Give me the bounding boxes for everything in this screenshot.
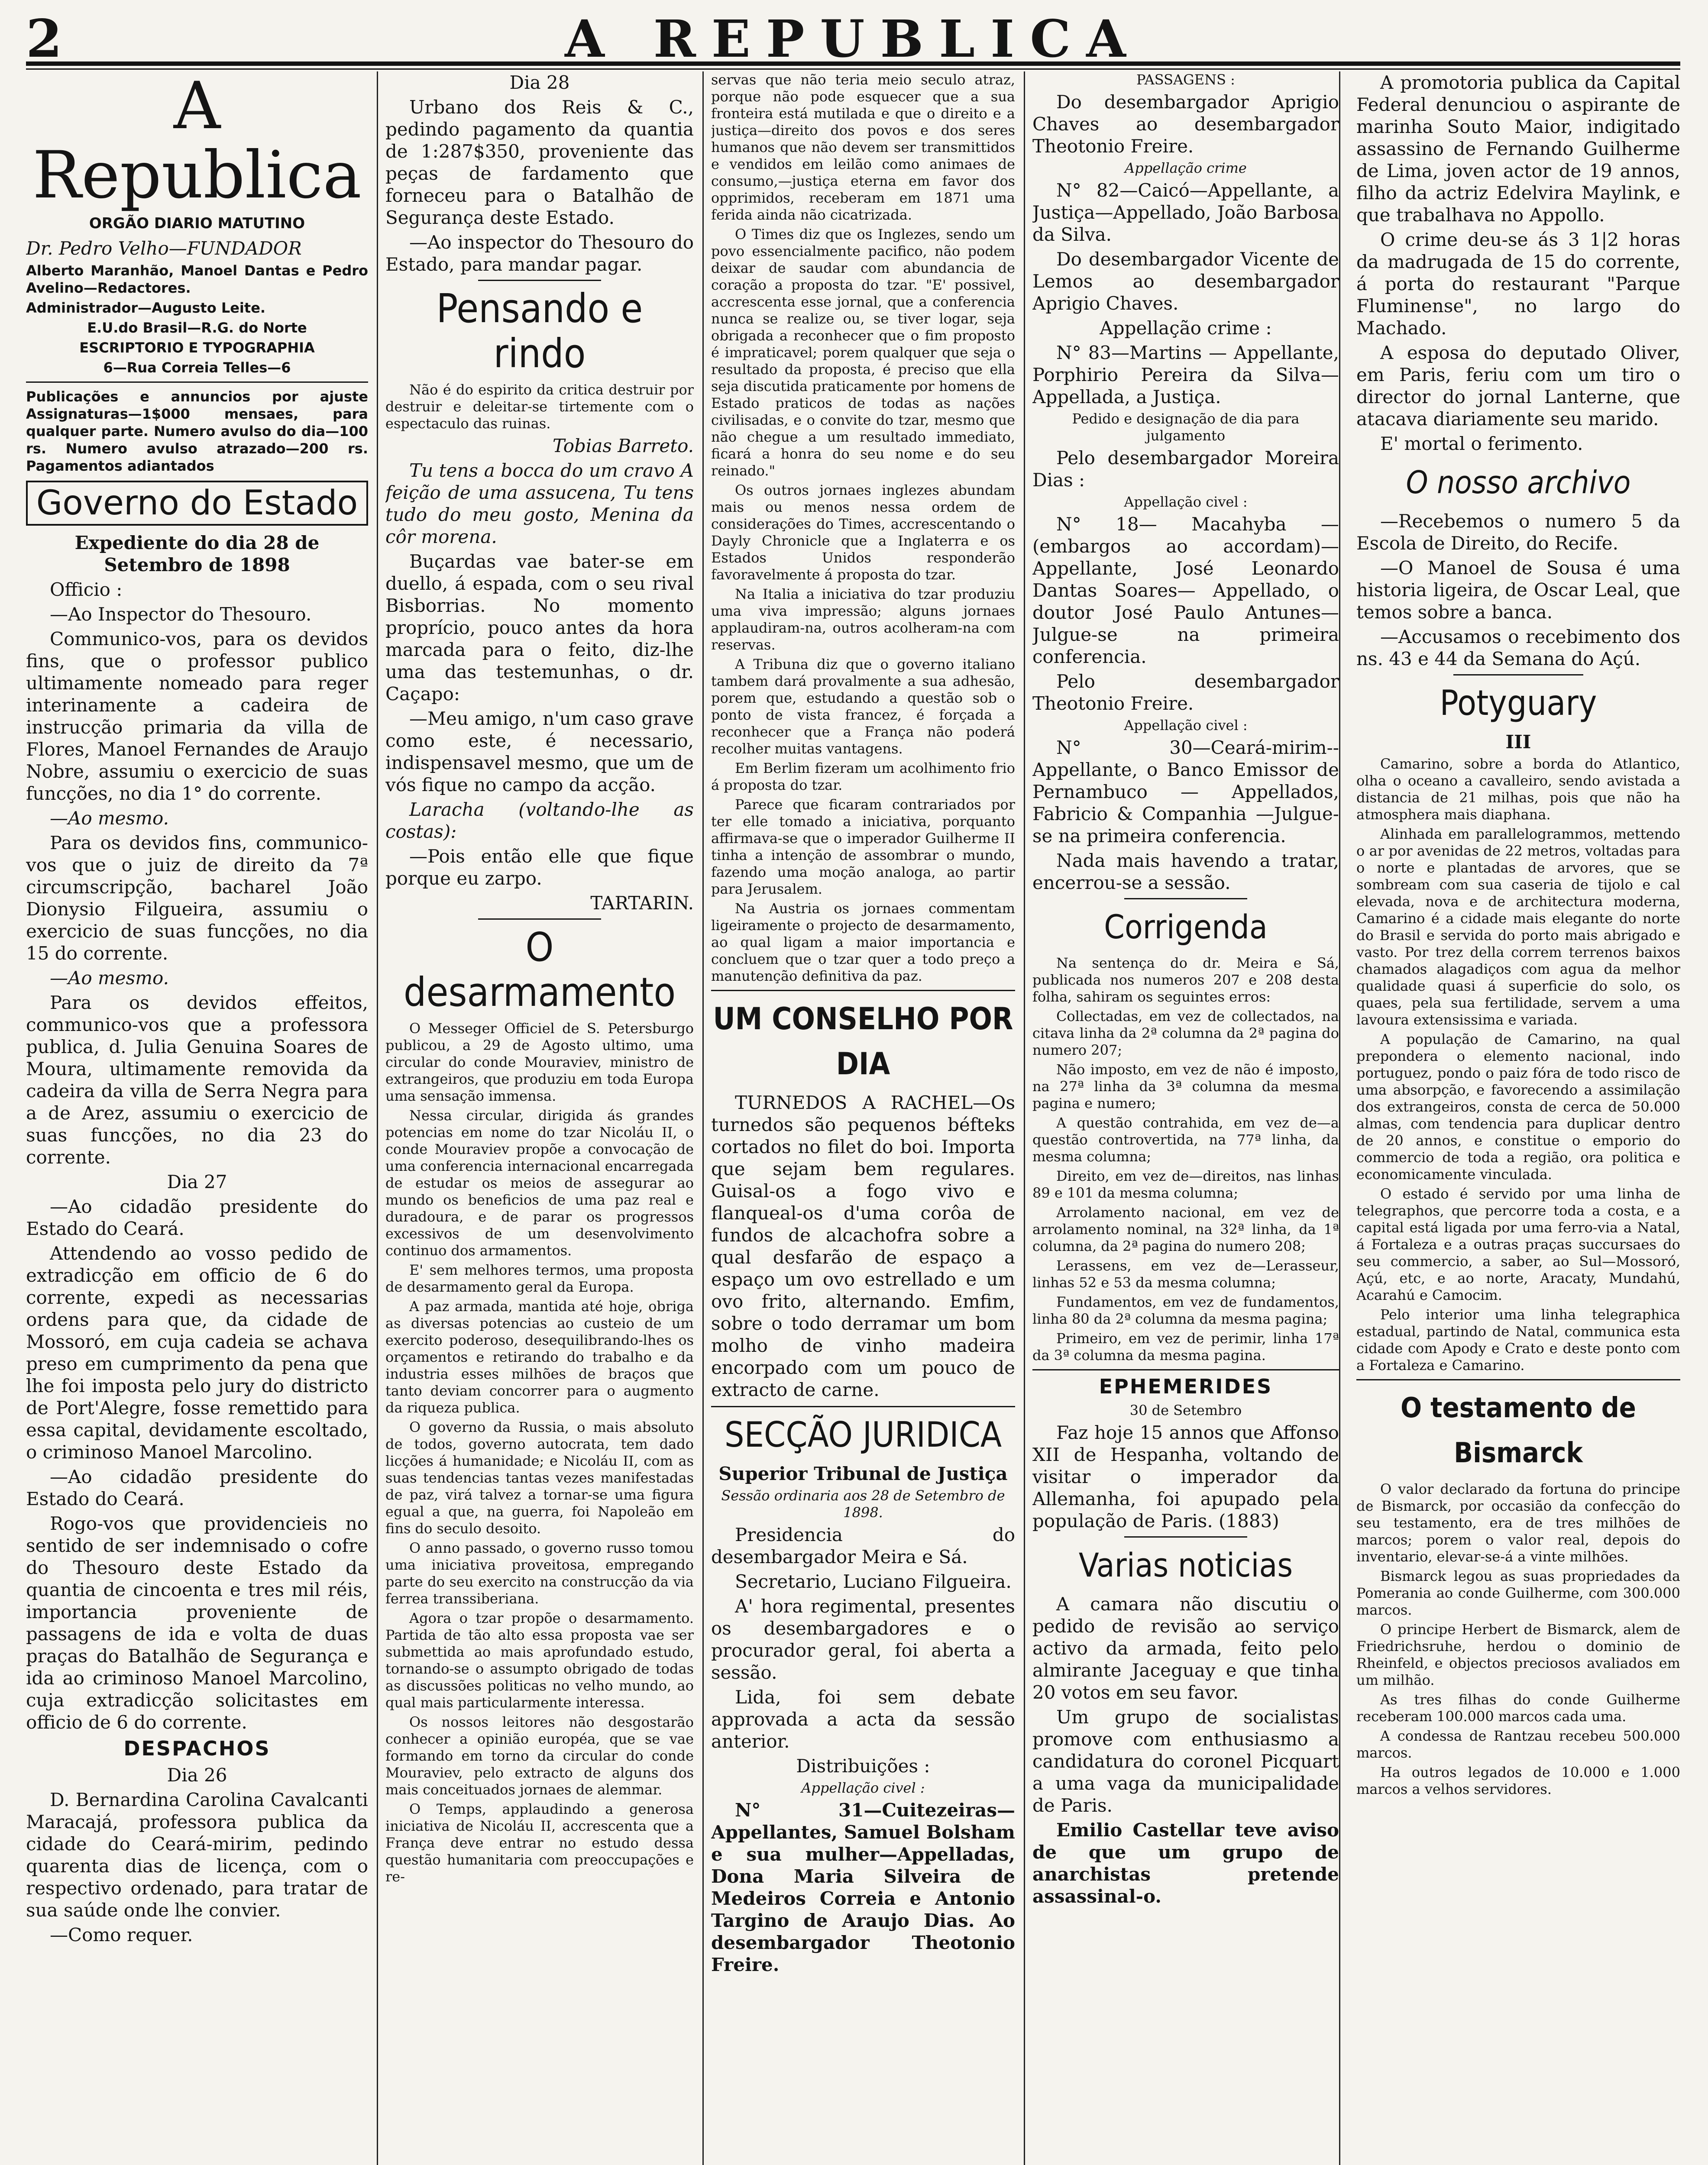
paragraph: Do desembargador Vicente de Lemos ao desembargador Aprigio Chaves. xyxy=(1032,249,1339,314)
paragraph: A esposa do deputado Oliver, em Paris, feriu com um tiro o director do jornal Lanterne, que atacava diariamente seu marido. xyxy=(1356,342,1680,430)
paragraph: —Pois então elle que fique porque eu zarpo. xyxy=(385,846,694,889)
column-2 xyxy=(385,71,694,2165)
paragraph: Laracha (voltando-lhe as costas): xyxy=(385,799,694,842)
date-heading: Dia 28 xyxy=(509,72,570,93)
paragraph: Primeiro, em vez de perimir, linha 17ª da 3ª columna da mesma pagina. xyxy=(1032,1330,1339,1364)
signature: TARTARIN. xyxy=(590,892,694,914)
section-heading: Potyguary xyxy=(1440,683,1597,723)
paragraph: A questão contrahida, em vez de—a questão controvertida, na 77ª linha, da mesma columna; xyxy=(1032,1115,1339,1165)
divider xyxy=(711,990,1015,991)
paragraph: O anno passado, o governo russo tomou uma iniciativa proveitosa, empregando parte do seu exercito na construcção da via ferrea transsiberiana. xyxy=(385,1540,694,1607)
editors-line: Alberto Maranhão, Manoel Dantas e Pedro Avelino—Redactores. xyxy=(26,262,368,296)
founder-line: Dr. Pedro Velho—FUNDADOR xyxy=(26,238,302,259)
paragraph: A camara não discutiu o pedido de revisão ao serviço activo da armada, feito pelo almirante Jaceguay e que tinha 20 votos em seu favor. xyxy=(1032,1593,1339,1703)
subheading: Sessão ordinaria aos 28 de Setembro de 1898. xyxy=(721,1487,1005,1521)
subheading: Distribuições : xyxy=(796,1755,930,1777)
column-1 xyxy=(26,71,368,2165)
paragraph: Urbano dos Reis & C., pedindo pagamento da quantia de 1:287$350, proveniente das peças de fardamento que forneceu para o Batalhão de Segurança deste Estado. xyxy=(385,97,694,228)
paper-title-block: A Republica xyxy=(32,71,362,213)
paragraph: —Ao cidadão presidente do Estado do Ceará. xyxy=(26,1196,368,1239)
paragraph: Secretario, Luciano Filgueira. xyxy=(735,1571,1012,1592)
paragraph: Attendendo ao vosso pedido de extradicção em officio de 6 do corrente, expedi as necessarias ordens para que, da cidade de Mossoró, em cuja cadeia se achava preso em cumprimento da pena que lhe foi imposta pelo jury do districto de Port'Alegre, fosse remettido para essa capital, devidamente escoltado, o criminoso Manoel Marcolino. xyxy=(26,1243,368,1463)
section-heading: SECÇÃO JURIDICA xyxy=(724,1415,1002,1455)
paragraph: Na sentença do dr. Meira e Sá, publicada nos numeros 207 e 208 desta folha, sahiram os seguintes erros: xyxy=(1032,955,1339,1005)
section-heading: O desarmamento xyxy=(403,924,676,1015)
paragraph: Pelo desembargador Theotonio Freire. xyxy=(1032,671,1339,714)
paragraph: Fundamentos, em vez de fundamentos, linha 80 da 2ª columna da mesma pagina; xyxy=(1032,1294,1339,1327)
paragraph: Camarino, sobre a borda do Atlantico, olha o oceano a cavalleiro, sendo avistada a distancia de 21 milhas, pois que não ha atmosphera mais diaphana. xyxy=(1356,756,1680,823)
subheading: Superior Tribunal de Justiça xyxy=(718,1463,1008,1484)
paragraph: Nada mais havendo a tratar, encerrou-se a sessão. xyxy=(1032,850,1339,893)
paragraph: Agora o tzar propõe o desarmamento. Partida de tão alto essa proposta vae ser submettida ao mais aprofundado estudo, tornando-se o assumpto obrigado de todas as discussões politicas no velho mundo, ao qual mais particularmente interessa. xyxy=(385,1610,694,1711)
paragraph: Bismarck legou as suas propriedades da Pomerania ao conde Guilherme, com 300.000 marcos. xyxy=(1356,1568,1680,1618)
paragraph: —Como requer. xyxy=(50,1924,193,1945)
divider xyxy=(26,381,368,383)
epigraph: Não é do espirito da critica destruir por destruir e deleitar-se tirtemente com o espectaculo das ruinas. xyxy=(385,381,694,432)
divider xyxy=(1453,674,1583,675)
section-heading: O nosso archivo xyxy=(1406,464,1631,501)
admin-line: Administrador—Augusto Leite. xyxy=(26,300,266,316)
paragraph: E' mortal o ferimento. xyxy=(1380,433,1583,454)
divider xyxy=(1124,1536,1247,1538)
divider xyxy=(1356,1379,1680,1380)
paragraph: Faz hoje 15 annos que Affonso XII de Hespanha, voltando de visitar o imperador da Allemanha, foi apupado pela população de Paris. (1883) xyxy=(1032,1422,1339,1532)
paragraph: Officio : xyxy=(50,579,123,600)
section-heading: UM CONSELHO POR DIA xyxy=(713,1001,1013,1082)
paragraph: —Ao inspector do Thesouro do Estado, para mandar pagar. xyxy=(385,232,694,275)
paragraph: Arrolamento nacional, em vez de arrolamento nominal, na 32ª linha, da 1ª columna, da 2ª pagina do numero 208; xyxy=(1032,1204,1339,1254)
verse: Tu tens a bocca do um cravo A feição de uma assucena, Tu tens tudo do meu gosto, Menina da côr morena. xyxy=(385,460,694,547)
date-heading: Dia 27 xyxy=(167,1171,227,1192)
subheading: Appellação crime xyxy=(1125,160,1247,176)
subheading: Appellação civel : xyxy=(1124,717,1248,734)
paragraph: O principe Herbert de Bismarck, alem de Friedrichsruhe, herdou o dominio de Rheinfeld, e objectos preciosos avaliados em um milhão. xyxy=(1356,1621,1680,1688)
paragraph: N° 18— Macahyba —(embargos ao accordam)—Appellante, José Leonardo Dantas Soares— Appellado, o doutor José Paulo Antunes—Julgue-se na primeira conferencia. xyxy=(1032,514,1339,667)
paragraph: Parece que ficaram contrariados por ter elle tomado a iniciativa, porquanto affirmava-se que o imperador Guilherme II tinha a intenção de assombrar o mundo, fazendo uma moção analoga, ao partir para Jerusalem. xyxy=(711,796,1015,897)
masthead-rule xyxy=(26,61,1680,70)
subheading: Appellação civel : xyxy=(801,1780,925,1796)
section-heading: EPHEMERIDES xyxy=(1099,1375,1273,1398)
paragraph: N° 83—Martins — Appellante, Porphirio Pereira da Silva— Appellada, a Justiça. xyxy=(1032,342,1339,407)
paragraph: O Times diz que os Inglezes, sendo um povo essencialmente pacifico, não podem deixar de saudar com abundancia de coração a proposta do tzar. "E' possivel, accrescenta esse jornal, que a conferencia nunca se realize ou, se tiver logar, seja obrigada a reconhecer que o fim proposto é impraticavel; porem qualquer que seja o resultado da proposta, é preciso que ella seja discutida praticamente por homens de Estado praticos de todas as nações civilisadas, e o convite do tzar, mesmo que não chegue a um resultado immediato, ficará a honra do seu nome e do seu reinado." xyxy=(711,226,1015,479)
paragraph: Direito, em vez de—direitos, nas linhas 89 e 101 da mesma columna; xyxy=(1032,1168,1339,1201)
address-line: 6—Rua Correia Telles—6 xyxy=(103,359,291,376)
paragraph: Em Berlim fizeram um acolhimento frio á proposta do tzar. xyxy=(711,760,1015,793)
paragraph: Para os devidos effeitos, communico-vos que a professora publica, d. Julia Genuina Soares de Moura, ultimamente removida da cadeira da villa de Serra Negra para a de Arez, assumiu o exercicio de suas funcções, no dia 23 do corrente. xyxy=(26,992,368,1168)
section-heading: O testamento de Bismarck xyxy=(1401,1392,1636,1469)
paragraph: Lerassens, em vez de—Lerasseur, linhas 52 e 53 da mesma columna; xyxy=(1032,1257,1339,1291)
section-heading: Pensando e rindo xyxy=(436,285,643,377)
section-heading: Governo do Estado xyxy=(26,481,368,526)
subheading: Appellação crime : xyxy=(1100,317,1272,339)
paragraph: N° 82—Caicó—Appellante, a Justiça—Appellado, João Barbosa da Silva. xyxy=(1032,180,1339,245)
organ-subtitle: ORGÃO DIARIO MATUTINO xyxy=(89,215,305,232)
address-line: ESCRIPTORIO E TYPOGRAPHIA xyxy=(79,339,315,356)
paragraph: —O Manoel de Sousa é uma historia ligeira, de Oscar Leal, que temos sobre a banca. xyxy=(1356,557,1680,623)
section-heading: DESPACHOS xyxy=(123,1737,271,1760)
paragraph: Nessa circular, dirigida ás grandes potencias em nome do tzar Nicoláu II, o conde Mouraviev propõe a convocação de uma conferencia internacional encarregada de estudar os meios de assegurar ao mundo os beneficios de uma paz real e duradoura, e de parar os progressos excessivos de um desenvolvimento continuo dos armamentos. xyxy=(385,1107,694,1259)
divider xyxy=(1124,898,1247,899)
paragraph: Não imposto, em vez de não é imposto, na 27ª linha da 3ª columna da mesma pagina e numero; xyxy=(1032,1061,1339,1112)
paragraph: —Ao mesmo. xyxy=(50,808,169,829)
paragraph: Na Austria os jornaes commentam ligeiramente o projecto de desarmamento, ao qual ligam a maior importancia e concluem que o tzar quer a todo preço a manutenção definitiva da paz. xyxy=(711,900,1015,984)
paragraph: D. Bernardina Carolina Cavalcanti Maracajá, professora publica da cidade do Ceará-mirim, pedindo quarenta dias de licença, com o respectivo ordenado, para tratar de sua saúde onde lhe convier. xyxy=(26,1789,368,1921)
divider xyxy=(478,918,602,920)
subheading: III xyxy=(1505,731,1531,753)
date-heading: Dia 26 xyxy=(167,1764,227,1786)
paragraph: O Messeger Officiel de S. Petersburgo publicou, a 29 de Agosto ultimo, uma circular do conde Mouraviev, ministro de extrangeiros, que produziu em toda Europa uma sensação immensa. xyxy=(385,1020,694,1104)
paragraph: E' sem melhores termos, uma proposta de desarmamento geral da Europa. xyxy=(385,1262,694,1295)
paragraph: —Recebemos o numero 5 da Escola de Direito, do Recife. xyxy=(1356,511,1680,554)
divider xyxy=(478,280,602,281)
paragraph: Collectadas, em vez de collectados, na citava linha da 2ª columna da 2ª pagina do numero 207; xyxy=(1032,1008,1339,1058)
paragraph: —Ao Inspector do Thesouro. xyxy=(50,604,312,625)
paragraph: —Accusamos o recebimento dos ns. 43 e 44 da Semana do Açú. xyxy=(1356,626,1680,669)
subheading: Expediente do dia 28 de Setembro de 1898 xyxy=(74,532,320,575)
paragraph: Para os devidos fins, communico-vos que o juiz de direito da 7ª circumscripção, bacharel João Dionysio Filgueira, assumiu o exercicio de suas funcções, no dia 15 do corrente. xyxy=(26,832,368,964)
paragraph: Lida, foi sem debate approvada a acta da sessão anterior. xyxy=(711,1687,1015,1752)
paragraph: A população de Camarino, na qual prepondera o elemento nacional, indo portuguez, pondo o paiz fóra de todo risco de uma absorpção, e favorecendo a assimilação dos extrangeiros, consta de cerca de 50.000 almas, com tendencia para duplicar dentro de 20 annos, e constitue o emporio do commercio de toda a região, ora politica e economicamente vinculada. xyxy=(1356,1031,1680,1183)
paragraph: Os nossos leitores não desgostarão conhecer a opinião européa, que se vae formando em torno da circular do conde Mouraviev, pelo extracto de alguns dos mais conceituados jornaes de alemmar. xyxy=(385,1714,694,1798)
column-4 xyxy=(1032,71,1339,2165)
paragraph: O Temps, applaudindo a generosa iniciativa de Nicoláu II, accrescenta que a França deve entrar no estudo dessa questão humanitaria com preoccupações e re- xyxy=(385,1801,694,1885)
paragraph: TURNEDOS A RACHEL—Os turnedos são pequenos béfteks cortados no filet do boi. Importa que sejam bem regulares. Guisal-os a fogo vivo e flanqueal-os d'uma corôa de fundos de alcachofra sobre a qual desfarão de espaço a espaço um ovo estrellado e um ovo frito, alternando. Emfim, sobre o todo derramar um bom molho de vinho madeira encorpado com um pouco de extracto de carne. xyxy=(711,1092,1015,1400)
epigraph-author: Tobias Barreto. xyxy=(553,435,694,456)
paragraph: A condessa de Rantzau recebeu 500.000 marcos. xyxy=(1356,1728,1680,1761)
divider xyxy=(1032,1369,1339,1370)
paragraph: O valor declarado da fortuna do principe de Bismarck, por occasião da confecção do seu testamento, era de tres milhões de marcos; porem o valor real, depois do inventario, elevar-se-á a vinte milhões. xyxy=(1356,1481,1680,1565)
paragraph: Rogo-vos que providencieis no sentido de ser indemnisado o cofre do Thesouro deste Estado da quantia de cincoenta e tres mil réis, importancia proveniente de passagens de ida e volta de duas praças do Batalhão de Segurança e ida ao criminoso Manoel Marcolino, cuja extradicção solicitastes em officio de 6 do corrente. xyxy=(26,1513,368,1733)
paragraph: Communico-vos, para os devidos fins, que o professor publico ultimamente nomeado para reger interinamente a cadeira de instrucção primaria da villa de Flores, Manoel Fernandes de Araujo Nobre, assumiu o exercicio de suas funcções, no dia 1° do corrente. xyxy=(26,628,368,804)
page-columns xyxy=(26,71,1680,2165)
paragraph: A Tribuna diz que o governo italiano tambem dará provalmente a sua adhesão, porem que, estudando a questão sob o ponto de vista francez, é forçada a reconhecer que a França não poderá recolher muitas vantagens. xyxy=(711,656,1015,757)
paragraph: —Ao mesmo. xyxy=(50,967,169,989)
column-5 xyxy=(1356,71,1680,2165)
paragraph: servas que não teria meio seculo atraz, porque não pode esquecer que a sua fronteira está mutilada e que o direito e a justiça—direito dos povos e dos seres humanos que não devem ser transmittidos e vendidos em leilão como animaes de consumo,—justiça eterna em favor dos opprimidos, receberam em 1871 uma ferida ainda não cicatrizada. xyxy=(711,71,1015,223)
paragraph: Os outros jornaes inglezes abundam mais ou menos nessa ordem de considerações do Times, accrescentando o Dayly Chronicle que a Inglaterra e os Estados Unidos responderão favoravelmente á proposta do tzar. xyxy=(711,482,1015,583)
address-line: E.U.do Brasil—R.G. do Norte xyxy=(87,320,307,336)
paragraph: A' hora regimental, presentes os desembargadores e o procurador geral, foi aberta a sessão. xyxy=(711,1596,1015,1683)
column-3 xyxy=(711,71,1015,2165)
paragraph: Do desembargador Aprigio Chaves ao desembargador Theotonio Freire. xyxy=(1032,91,1339,157)
paragraph: A promotoria publica da Capital Federal denunciou o aspirante de marinha Souto Maior, indigitado assassino de Fernando Guilherme de Lima, joven actor de 19 annos, filho da actriz Edelvira Maylink, e que trabalhava no Appollo. xyxy=(1356,72,1680,226)
subheading: PASSAGENS : xyxy=(1136,71,1235,88)
paragraph: As tres filhas do conde Guilherme receberam 100.000 marcos cada uma. xyxy=(1356,1691,1680,1725)
newspaper-title: A REPUBLICA xyxy=(565,9,1142,69)
subheading: Appellação civel : xyxy=(1124,494,1248,510)
paragraph: Ha outros legados de 10.000 e 1.000 marcos a velhos servidores. xyxy=(1356,1764,1680,1797)
paragraph: O crime deu-se ás 3 1|2 horas da madrugada de 15 do corrente, á porta do restaurant "Parque Fluminense", no largo do Machado. xyxy=(1356,229,1680,339)
section-heading: Corrigenda xyxy=(1104,908,1268,946)
section-heading: Varias noticias xyxy=(1078,1546,1293,1584)
divider xyxy=(711,1406,1015,1407)
paragraph: Buçardas vae bater-se em duello, á espada, com o seu rival Bisborrias. No momento proprício, pouco antes da hora marcada para o feito, diz-lhe uma das testemunhas, o dr. Caçapo: xyxy=(385,551,694,704)
paragraph: Um grupo de socialistas promove com enthusiasmo a candidatura do coronel Picquart a uma vaga da municipalidade de Paris. xyxy=(1032,1706,1339,1816)
paragraph: Presidencia do desembargador Meira e Sá. xyxy=(711,1524,1015,1567)
paragraph: A paz armada, mantida até hoje, obriga as diversas potencias ao custeio de um exercito poderoso, desequilibrando-lhes os orçamentos e retirando do trabalho e da industria esses milhões de braços que tanto deviam concorrer para o augmento da riqueza publica. xyxy=(385,1298,694,1416)
paragraph: Pelo desembargador Moreira Dias : xyxy=(1032,447,1339,491)
paragraph: Na Italia a iniciativa do tzar produziu uma viva impressão; alguns jornaes applaudiram-na, outros acolheram-na com reservas. xyxy=(711,586,1015,653)
paragraph: Pelo interior uma linha telegraphica estadual, partindo de Natal, communica esta cidade com Apody e Crato e deste ponto com a Fortaleza e Camarino. xyxy=(1356,1306,1680,1373)
paragraph: N° 30—Ceará-mirim--Appellante, o Banco Emissor de Pernambuco — Appellados, Fabricio & Companhia —Julgue-se na primeira conferencia. xyxy=(1032,737,1339,847)
paragraph: —Ao cidadão presidente do Estado do Ceará. xyxy=(26,1466,368,1509)
paragraph: O governo da Russia, o mais absoluto de todos, governo autocrata, tem dado licções á humanidade; e Nicoláu II, com as suas tendencias tantas vezes manifestadas de paz, virá talvez a tornar-se uma figura egual a que, na guerra, foi Napoleão em fins do seculo desoito. xyxy=(385,1419,694,1537)
paragraph: O estado é servido por uma linha de telegraphos, que percorre toda a costa, e a capital está ligada por uma ferro-via a Natal, á Fortaleza e a outras praças succursaes do seu commercio, a saber, ao Sul—Mossoró, Açú, etc, e ao norte, Aracaty, Mundahú, Acarahú e Camocim. xyxy=(1356,1186,1680,1303)
paragraph: Alinhada em parallelogrammos, mettendo o ar por avenidas de 22 metros, voltadas para o norte e plantadas de arvores, que se sombream com sua caseria de tijolo e cal elevada, nova e de architectura moderna, Camarino é a cidade mais elegante do norte do Brasil e servida do porto mais abrigado e vasto. Por trez della correm terrenos baixos chamados alagadiços com agua da melhor qualidade quasi á superficie do solo, os quaes, pela sua fertilidade, servem a uma lavoura extensissima e variada. xyxy=(1356,826,1680,1028)
subheading: Pedido e designação de dia para julgamento xyxy=(1072,410,1300,444)
paragraph: N° 31—Cuitezeiras—Appellantes, Samuel Bolsham e sua mulher—Appelladas, Dona Maria Silveira de Medeiros Correia e Antonio Targino de Araujo Dias. Ao desembargador Theotonio Freire. xyxy=(711,1800,1015,1975)
paragraph: Emilio Castellar teve aviso de que um grupo de anarchistas pretende assassinal-o. xyxy=(1032,1819,1339,1907)
page-number: 2 xyxy=(26,8,62,69)
subheading: 30 de Setembro xyxy=(1129,1402,1242,1419)
paragraph: —Meu amigo, n'um caso grave como este, é necessario, indispensavel mesmo, que um de vós fique no campo da acção. xyxy=(385,708,694,795)
subscription-terms: Publicações e annuncios por ajuste Assignaturas—1$000 mensaes, para qualquer parte. Numero avulso do dia—100 rs. Numero avulso atrazado—200 rs. Pagamentos adiantados xyxy=(26,388,368,474)
